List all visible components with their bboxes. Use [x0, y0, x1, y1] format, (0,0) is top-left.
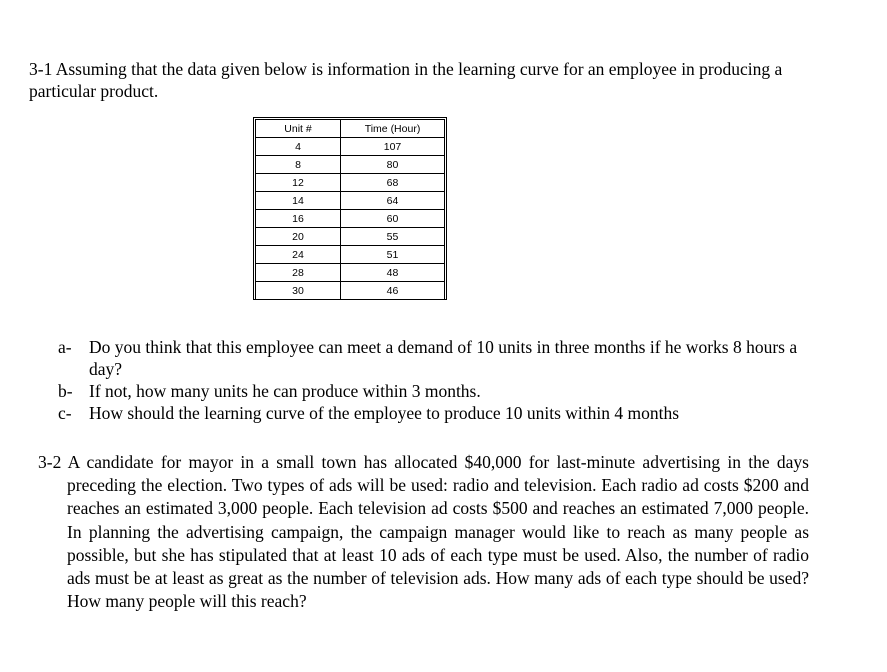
question-3-1-intro: 3-1 Assuming that the data given below is information in the learning curve for an employee in producing a particular product. [29, 59, 783, 101]
unit-cell: 12 [256, 174, 341, 192]
unit-cell: 24 [256, 246, 341, 264]
time-cell: 48 [341, 264, 445, 282]
unit-cell: 20 [256, 228, 341, 246]
table-row [256, 174, 445, 192]
unit-cell: 14 [256, 192, 341, 210]
subquestion-marker: b- [58, 381, 73, 401]
subquestion-marker: a- [58, 337, 72, 357]
subquestion-c [58, 402, 818, 424]
question-3-1-subquestions [58, 336, 818, 424]
subquestion-text: How should the learning curve of the employee to produce 10 units within 4 months [89, 403, 680, 423]
unit-cell: 30 [256, 282, 341, 300]
time-cell: 107 [341, 138, 445, 156]
table-row [256, 228, 445, 246]
table-header-row [256, 120, 445, 138]
column-header-unit: Unit # [256, 120, 341, 138]
learning-curve-table-frame [253, 117, 447, 300]
unit-cell: 16 [256, 210, 341, 228]
table-row [256, 282, 445, 300]
unit-cell: 4 [256, 138, 341, 156]
table-row [256, 192, 445, 210]
time-cell: 64 [341, 192, 445, 210]
unit-cell: 8 [256, 156, 341, 174]
subquestion-marker: c- [58, 403, 72, 423]
time-cell: 51 [341, 246, 445, 264]
table-row [256, 264, 445, 282]
time-cell: 68 [341, 174, 445, 192]
time-cell: 80 [341, 156, 445, 174]
subquestion-text: If not, how many units he can produce within 3 months. [89, 381, 481, 401]
learning-curve-table [255, 119, 445, 300]
time-cell: 46 [386, 284, 399, 297]
subquestion-text: Do you think that this employee can meet a demand of 10 units in three months if he works 8 hours a day? [89, 337, 798, 379]
time-cell: 60 [341, 210, 445, 228]
unit-cell: 28 [256, 264, 341, 282]
subquestion-a [58, 336, 818, 380]
question-3-2: 3-2 A candidate for mayor in a small town has allocated $40,000 for last-minute advertising in the days preceding the election. Two types of ads will be used: radio and television. Each radio ad costs $200 and reaches an estimated 3,000 people. Each television ad costs $500 and reaches an estimated 7,000 people. In planning the advertising campaign, the campaign manager would like to reach as many people as possible, but she has stipulated that at least 10 ads of each type must be used. Also, the number of radio ads must be at least as great as the number of television ads. How many ads of each type should be used? How many people will this reach? [38, 452, 809, 612]
column-header-time: Time (Hour) [341, 120, 445, 138]
subquestion-b [58, 380, 818, 402]
table-row [256, 210, 445, 228]
table-row [256, 138, 445, 156]
table-row [256, 246, 445, 264]
time-cell: 55 [341, 228, 445, 246]
table-row [256, 156, 445, 174]
